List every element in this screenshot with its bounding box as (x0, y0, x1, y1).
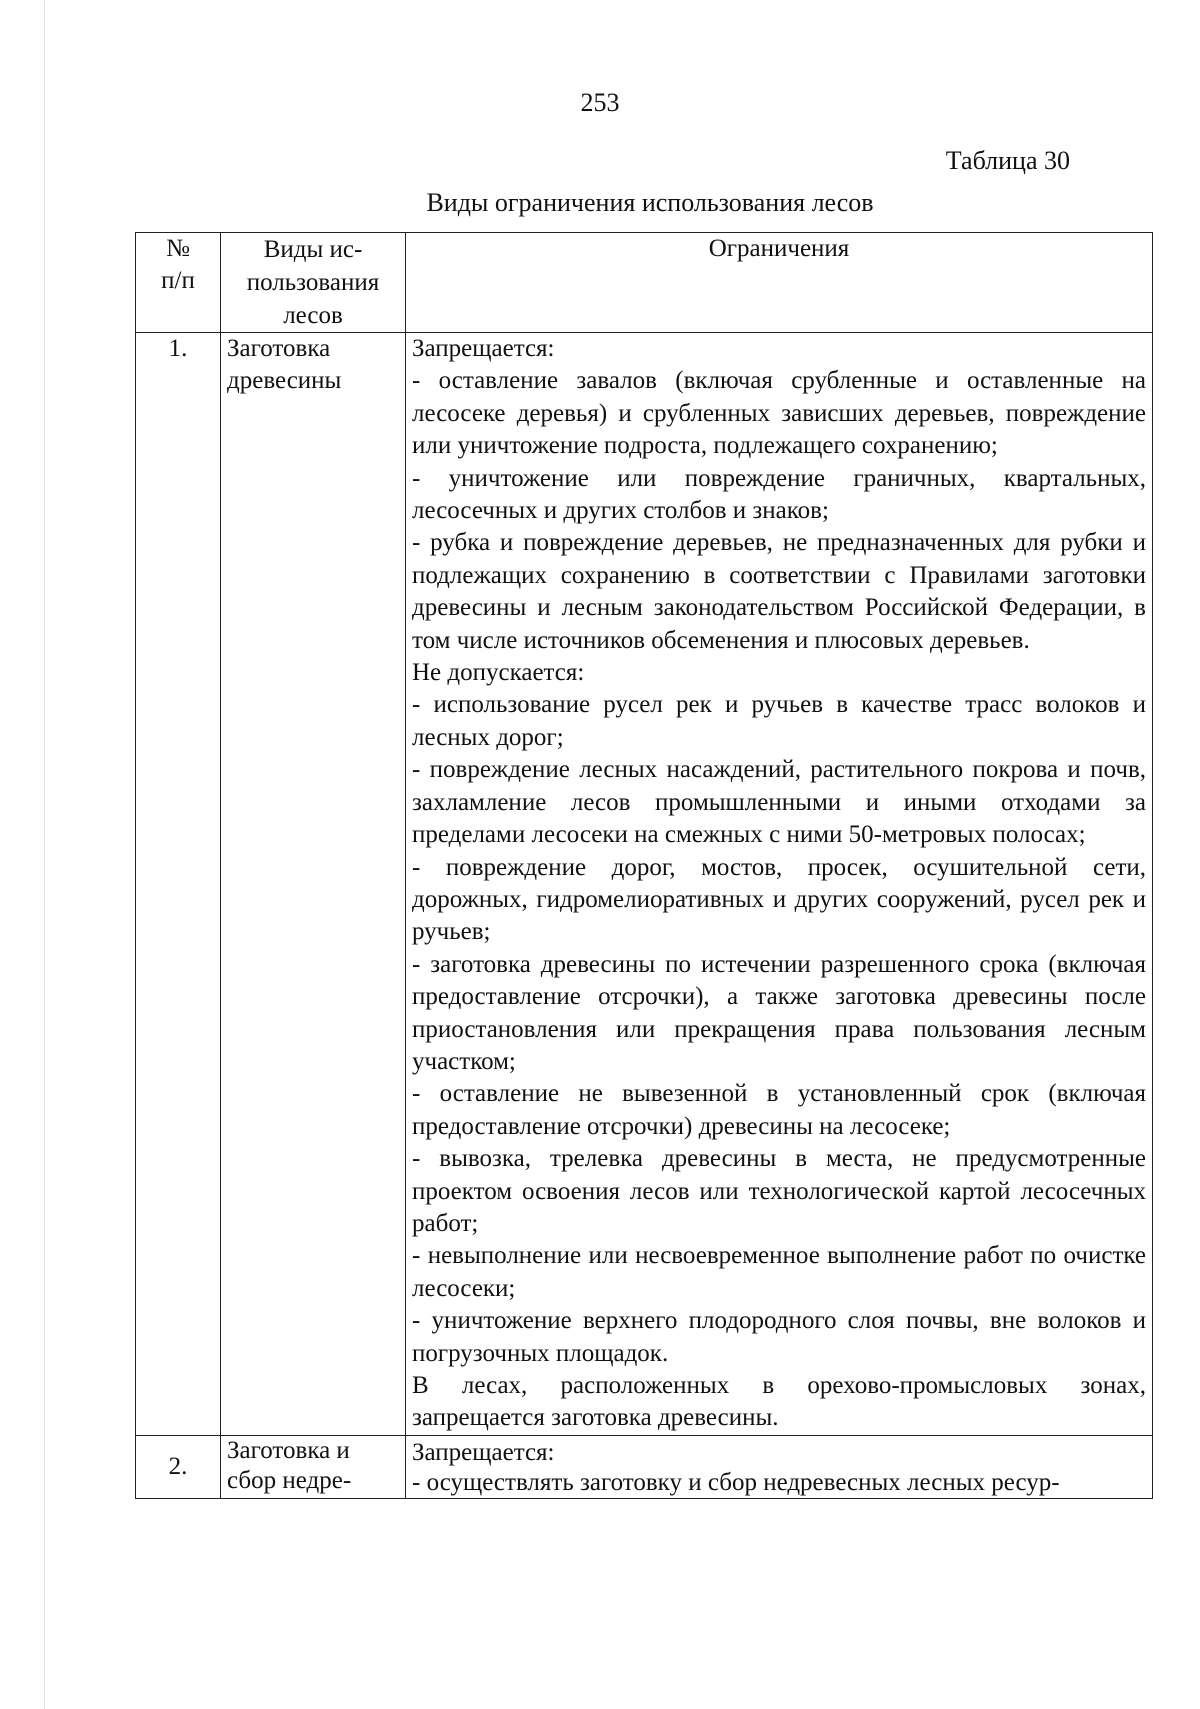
restriction-paragraph: - повреждение дорог, мостов, просек, осушительной сети, дорожных, гидромелиоративных и других сооружений, русел рек и ручьев; (412, 853, 1146, 946)
restriction-paragraph: Запрещается: (412, 335, 555, 362)
restriction-paragraph: - оставление не вывезенной в установленный срок (включая предоставление отсрочки) древесины на лесосеке; (412, 1080, 1146, 1140)
table-row (136, 1435, 1153, 1498)
restriction-paragraph: - заготовка древесины по истечении разрешенного срока (включая предоставление отсрочки), а также заготовка древесины после приостановления или прекращения права пользования лесным участком; (412, 950, 1146, 1075)
header-kind-line2: пользования (246, 269, 380, 296)
restriction-paragraph: - уничтожение верхнего плодородного слоя почвы, вне волоков и погрузочных площадок. (412, 1307, 1146, 1367)
restriction-paragraph: - рубка и повреждение деревьев, не предназначенных для рубки и подлежащих сохранению в соответствии с Правилами заготовки древесины и лесным законодательством Российской Федерации, в том числе источников обсеменения и плюсовых деревьев. (412, 529, 1146, 654)
header-number-line2: п/п (161, 267, 195, 295)
header-forest-use-kind (221, 233, 406, 333)
row-kind-line2: сбор недре- (227, 1466, 352, 1494)
header-kind-line1: Виды ис- (263, 236, 363, 263)
row-forest-use-kind: Заготовка древесины (221, 333, 406, 1436)
restriction-paragraph: Запрещается: (412, 1438, 555, 1466)
row-number: 2. (136, 1435, 221, 1498)
scan-margin-line (44, 0, 45, 1709)
restriction-paragraph: - вывозка, трелевка древесины в места, не предусмотренные проектом освоения лесов или технологической картой лесосечных работ; (412, 1145, 1146, 1237)
table-title: Виды ограничения использования лесов (426, 188, 874, 217)
restriction-paragraph: - невыполнение или несвоевременное выполнение работ по очистке лесосеки; (412, 1242, 1146, 1302)
restriction-paragraph: - осуществлять заготовку и сбор недревесных лесных ресур- (412, 1468, 1060, 1496)
header-restrictions: Ограничения (406, 233, 1153, 333)
header-number (136, 233, 221, 333)
row-number: 1. (136, 333, 221, 1436)
restriction-paragraph: - использование русел рек и ручьев в качестве трасс волоков и лесных дорог; (412, 691, 1146, 751)
row-restrictions (406, 1435, 1153, 1498)
table-header-row (136, 233, 1153, 333)
row-forest-use-kind (221, 1435, 406, 1498)
row-kind-line1: Заготовка и (227, 1436, 350, 1464)
restriction-paragraph: - повреждение лесных насаждений, растительного покрова и почв, захламление лесов промышленными и иными отходами за пределами лесосеки на смежных с ними 50-метровых полосах; (412, 756, 1146, 849)
restriction-paragraph: - оставление завалов (включая срубленные и оставленные на лесосеке деревья) и срубленных зависших деревьев, повреждение или уничтожение подроста, подлежащего сохранению; (412, 367, 1146, 460)
table-row (136, 333, 1153, 1436)
row-restrictions (406, 333, 1153, 1436)
header-kind-line3: лесов (283, 302, 343, 329)
restriction-paragraph: Не допускается: (412, 659, 585, 687)
page-number: 253 (580, 88, 620, 117)
table-label: Таблица 30 (945, 146, 1070, 175)
restriction-paragraph: - уничтожение или повреждение граничных, квартальных, лесосечных и других столбов и знаков; (412, 464, 1146, 525)
header-number-line1: № (166, 235, 190, 262)
restrictions-table (135, 232, 1153, 1499)
restriction-paragraph: В лесах, расположенных в орехово-промысловых зонах, запрещается заготовка древесины. (412, 1372, 1146, 1432)
